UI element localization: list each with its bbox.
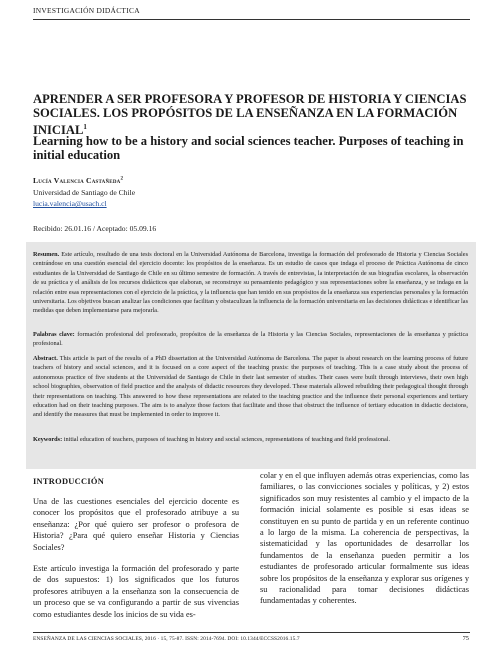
palabras-clave-paragraph [33, 330, 468, 349]
author-affiliation: Universidad de Santiago de Chile [33, 188, 136, 197]
running-head: INVESTIGACIÓN DIDÁCTICA [33, 6, 140, 15]
resumen-label: Resumen. [33, 251, 60, 258]
body-paragraph: Este artículo investiga la formación del profesorado y parte de dos supuestos: 1) los significados que los futuros profesores atribuyen a la enseñanza son la consecuencia de un proceso que se va configurando a partir de sus vivencias como estudiantes desde los inicios de su vida es- [33, 564, 239, 619]
keywords-label: Keywords: [33, 436, 63, 443]
title-es-text: APRENDER A SER PROFESORA Y PROFESOR DE HISTORIA Y CIENCIAS SOCIALES. LOS PROPÓSITOS DE LA ENSEÑANZA EN LA FORMACIÓN INICIAL [33, 92, 467, 138]
title-footnote-marker[interactable]: 1 [83, 123, 87, 132]
footer-rule [33, 632, 470, 633]
author-name [33, 176, 123, 185]
abstract-label: Abstract. [33, 355, 58, 362]
palabras-clave-text: formación profesional del profesorado, propósitos de la enseñanza de la Historia y las Ciencias Sociales, representaciones de la enseñanza y práctica profesional. [33, 331, 468, 348]
author-footnote-marker[interactable]: 2 [120, 176, 124, 182]
abstract-paragraph [33, 354, 468, 420]
header-rule [33, 19, 470, 20]
author-name-text: Lucía Valencia Castañeda [33, 176, 121, 185]
abstract-text: This article is part of the results of a PhD dissertation at the Universidad Autónoma de Barcelona. The paper is about research on the learning process of future teachers of history and social sciences, and it is focused on a core aspect of the teaching praxis: the purposes of teaching. This is a case study about the process of autonomous practice of five students at the Universidad de Santiago de Chile in their last semester of studies. Their cases were built through interviews, their own high school biographies, observation of field practice and the analysis of didactic resources they developed. These materials allowed rebuilding their pedagogical thought through their representations on teaching. This answered to how these representations are related to the teaching practice and the influence their personal experiences and tertiary education had on their teaching purposes. The aim is to analyze those factors that facilitate and those that obstruct the influence of tertiary education in didactic decisions, and identify the measures that must be implemented in order to improve it. [33, 355, 468, 419]
body-paragraph: colar y en el que influyen además otras experiencias, como las familiares, o las convicciones sociales y políticas, y 2) estos significados son muy resistentes al cambio y el impacto de la formación inicial solamente es posible si esas ideas se constituyen en su punto de partida y en un referente continuo a lo largo de la misma. La coherencia de perspectivas, la sistematicidad y las oportunidades de desarrollar los fundamentos de la enseñanza pueden permitir a los estudiantes de profesorado articular formalmente sus ideas sobre los propósitos de la enseñanza y explorar sus orígenes y su racionalidad para tomar decisiones didácticas fundamentadas y coherentes. [260, 471, 469, 606]
article-title-english: Learning how to be a history and social sciences teacher. Purposes of teaching in initial education [33, 134, 464, 163]
palabras-clave-label: Palabras clave: [33, 331, 75, 338]
body-column-left [33, 496, 239, 630]
footer-citation: ENSEÑANZA DE LAS CIENCIAS SOCIALES, 2016 · 15, 75-87. ISSN: 2014-7694. DOI: 10.1344/ECCSS2016.15.7 [33, 636, 300, 642]
body-paragraph: Una de las cuestiones esenciales del ejercicio docente es conocer los propósitos que el profesorado atribuye a su enseñanza: ¿Por qué quiero ser profesor o profesora de Historia? ¿Para qué quiero enseñar Historia y Ciencias Sociales? [33, 497, 239, 552]
keywords-text: initial education of teachers, purposes of teaching in history and social sciences, representations of teaching and field professional. [63, 436, 391, 443]
author-email-link[interactable]: lucia.valencia@usach.cl [33, 199, 107, 208]
page-number: 75 [462, 635, 469, 642]
received-accepted-dates: Recibido: 26.01.16 / Aceptado: 05.09.16 [33, 224, 157, 233]
section-heading-introduccion: INTRODUCCIÓN [33, 477, 105, 486]
body-column-right [260, 470, 469, 607]
resumen-paragraph [33, 250, 468, 316]
keywords-paragraph [33, 435, 468, 444]
article-title-spanish [33, 92, 473, 138]
resumen-text: Este artículo, resultado de una tesis doctoral en la Universidad Autónoma de Barcelona, investiga la formación del profesorado de Historia y Ciencias Sociales centrándose en una cuestión esencial del ejercicio docente: los propósitos de la enseñanza. Es un estudio de casos que indaga el proceso de Práctica Autónoma de cinco estudiantes de la Universidad de Santiago de Chile en su último semestre de formación. A través de entrevistas, la interpretación de sus biografías escolares, la observación de su práctica y el análisis de los recursos didácticos que elaboran, se reconstruye su pensamiento pedagógico y sus representaciones sobre la enseñanza, y se indaga en la relación entre esas representaciones con el ejercicio de la práctica, y la influencia que han tenido en sus propósitos de la enseñanza sus experiencias personales y la formación universitaria. Los objetivos buscan analizar las condiciones que facilitan y obstaculizan la influencia de la formación universitaria en las decisiones didácticas e identificar las medidas que deben implementarse para mejorarla. [33, 251, 469, 315]
